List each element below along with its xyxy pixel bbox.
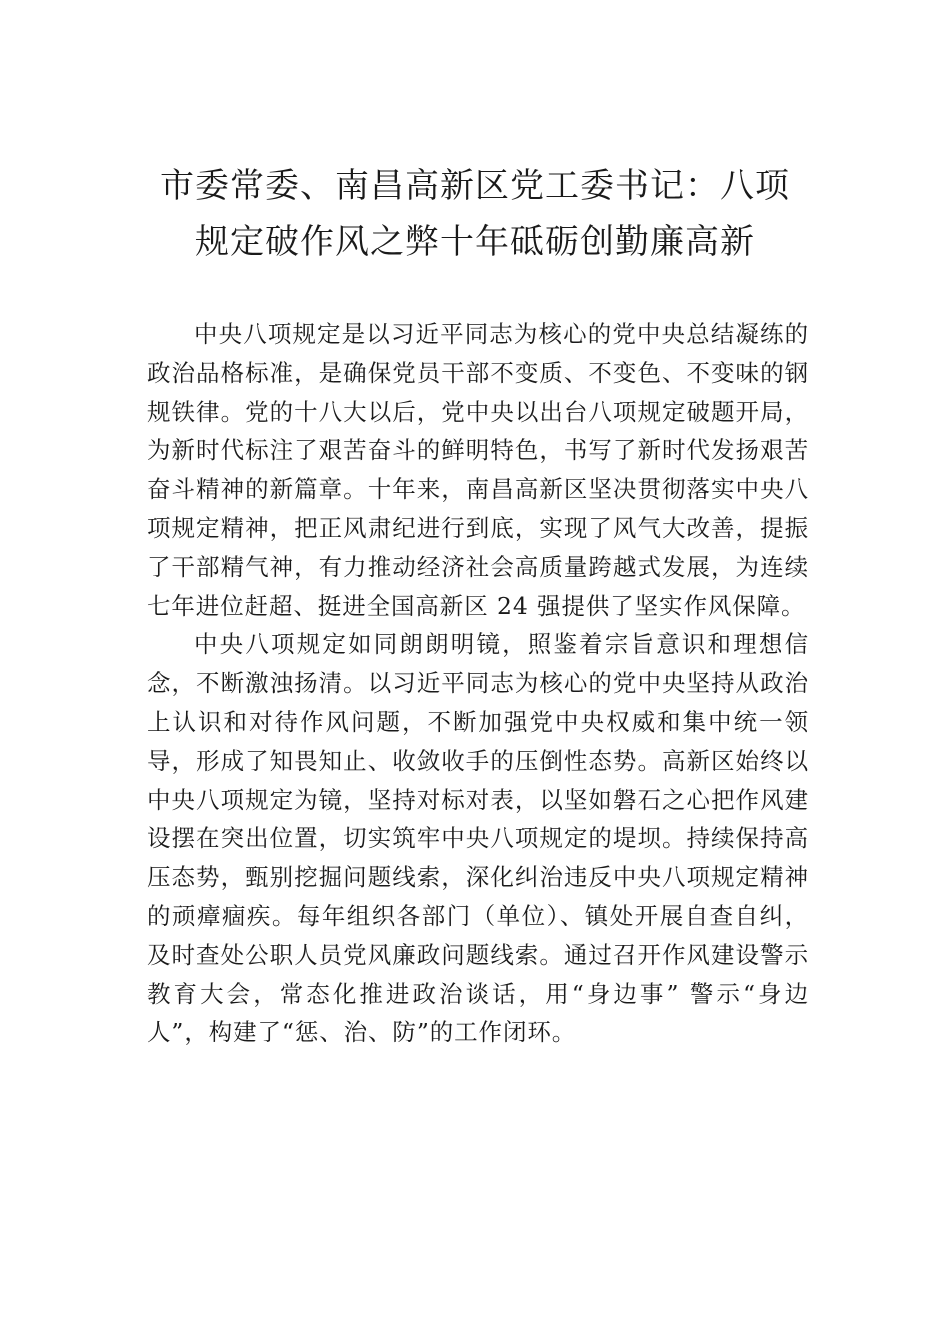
title-line-2: 规定破作风之弊十年砥砺创勤廉高新 bbox=[195, 222, 755, 262]
title-line-1: 市委常委、南昌高新区党工委书记：八项 bbox=[160, 166, 790, 206]
paragraph-1: 中央八项规定是以习近平同志为核心的党中央总结凝练的政治品格标准，是确保党员干部不变质、不变色、不变味的钢规铁律。党的十八大以后，党中央以出台八项规定破题开局，为新时代标注了艰苦奋斗的鲜明特色，书写了新时代发扬艰苦奋斗精神的新篇章。十年来，南昌高新区坚决贯彻落实中央八项规定精神，把正风肃纪进行到底，实现了风气大改善，提振了干部精气神，有力推动经济社会高质量跨越式发展，为连续七年进位赶超、挺进全国高新区 24 强提供了坚实作风保障。 bbox=[147, 320, 809, 620]
document-title bbox=[140, 158, 810, 270]
paragraph-2: 中央八项规定如同朗朗明镜，照鉴着宗旨意识和理想信念，不断激浊扬清。以习近平同志为核心的党中央坚持从政治上认识和对待作风问题，不断加强党中央权威和集中统一领导，形成了知畏知止、收敛收手的压倒性态势。高新区始终以中央八项规定为镜，坚持对标对表，以坚如磐石之心把作风建设摆在突出位置，切实筑牢中央八项规定的堤坝。持续保持高压态势，甄别挖掘问题线索，深化纠治违反中央八项规定精神的顽瘴痼疾。每年组织各部门（单位）、镇处开展自查自纠，及时查处公职人员党风廉政问题线索。通过召开作风建设警示教育大会，常态化推进政治谈话，用“身边事” 警示“身边人”，构建了“惩、治、防”的工作闭环。 bbox=[147, 630, 809, 1047]
document-body bbox=[147, 315, 809, 1052]
